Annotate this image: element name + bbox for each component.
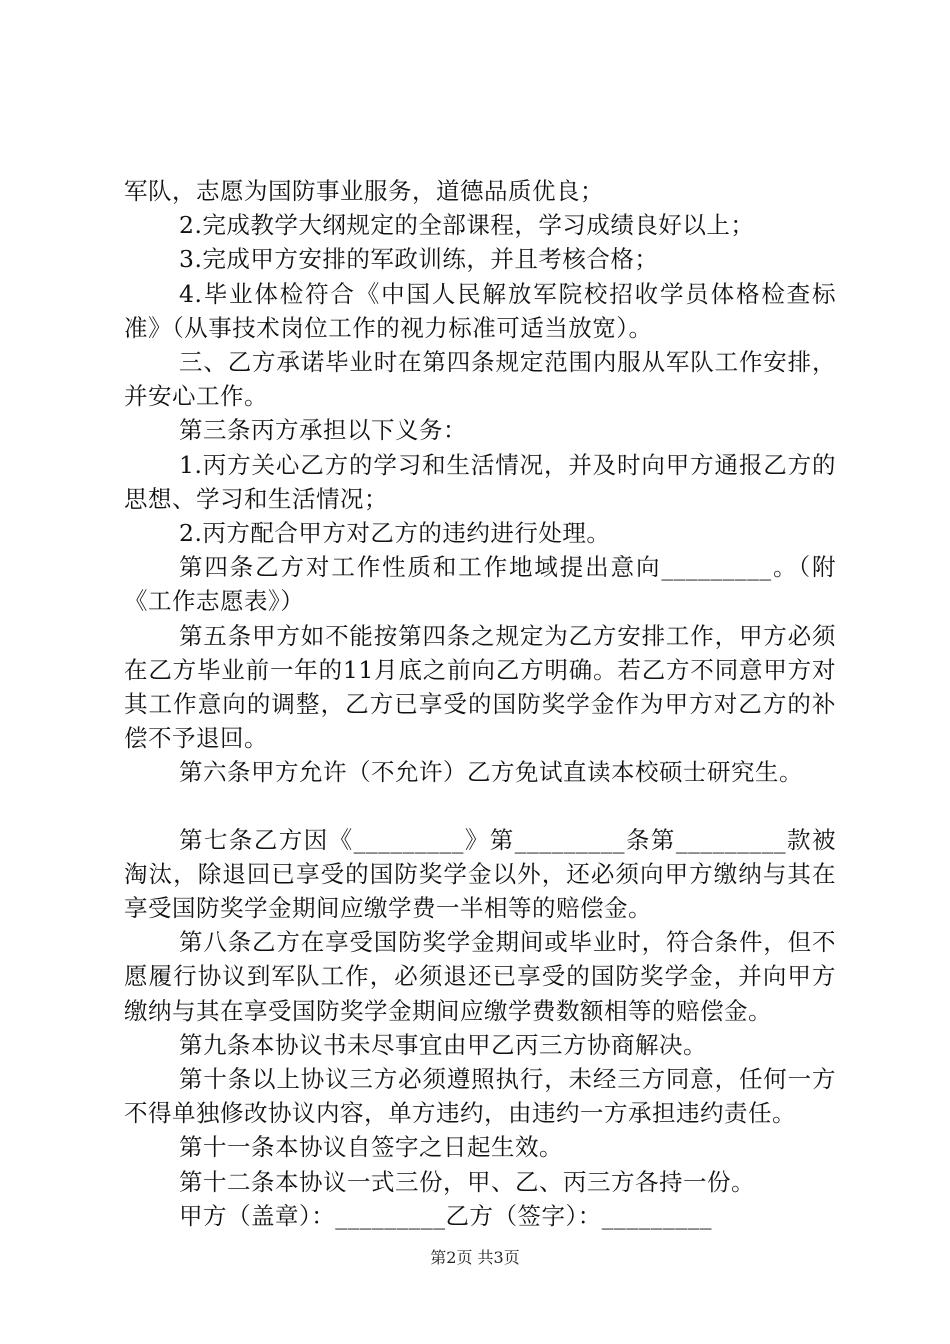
paragraph: 甲方（盖章）：_________乙方（签字）：_________ [179, 1201, 712, 1230]
paragraph: 第四条乙方对工作性质和工作地域提出意向_________。（附《工作志愿表》） [124, 553, 836, 616]
paragraph: 三、乙方承诺毕业时在第四条规定范围内服从军队工作安排，并安心工作。 [124, 348, 836, 411]
paragraph: 第十条以上协议三方必须遵照执行，未经三方同意，任何一方不得单独修改协议内容，单方违约，由违约一方承担违约责任。 [124, 1065, 836, 1128]
page-footer: 第2页 共3页 [430, 1248, 520, 1267]
paragraph: 2.完成教学大纲规定的全部课程，学习成绩良好以上； [179, 211, 755, 240]
paragraph: 第十二条本协议一式三份，甲、乙、丙三方各持一份。 [179, 1167, 755, 1196]
paragraph: 2.丙方配合甲方对乙方的违约进行处理。 [179, 519, 611, 548]
paragraph: 第七条乙方因《_________》第_________条第_________款被淘汰，除退回已享受的国防奖学金以外，还必须向甲方缴纳与其在享受国防奖学金期间应缴学费一半相等的赔偿金。 [124, 825, 836, 923]
paragraph: 第五条甲方如不能按第四条之规定为乙方安排工作，甲方必须在乙方毕业前一年的11月底之前向乙方明确。若乙方不同意甲方对其工作意向的调整，乙方已享受的国防奖学金作为甲方对乙方的补偿不予退回。 [124, 621, 836, 753]
paragraph: 第十一条本协议自签字之日起生效。 [179, 1133, 563, 1162]
paragraph: 第九条本协议书未尽事宜由甲乙丙三方协商解决。 [179, 1030, 707, 1059]
paragraph: 第六条甲方允许（不允许）乙方免试直读本校硕士研究生。 [179, 758, 803, 787]
paragraph: 第三条丙方承担以下义务： [179, 416, 467, 445]
paragraph: 4.毕业体检符合《中国人民解放军院校招收学员体格检查标准》（从事技术岗位工作的视力标准可适当放宽）。 [124, 279, 836, 342]
paragraph-spacer [124, 790, 836, 823]
document-body [124, 174, 836, 1233]
paragraph: 第八条乙方在享受国防奖学金期间或毕业时，符合条件，但不愿履行协议到军队工作，必须退还已享受的国防奖学金，并向甲方缴纳与其在享受国防奖学金期间应缴学费数额相等的赔偿金。 [124, 928, 836, 1025]
paragraph: 1.丙方关心乙方的学习和生活情况，并及时向甲方通报乙方的思想、学习和生活情况； [124, 450, 836, 513]
paragraph: 3.完成甲方安排的军政训练，并且考核合格； [179, 245, 659, 274]
paragraph: 军队，志愿为国防事业服务，道德品质优良； [124, 177, 604, 205]
